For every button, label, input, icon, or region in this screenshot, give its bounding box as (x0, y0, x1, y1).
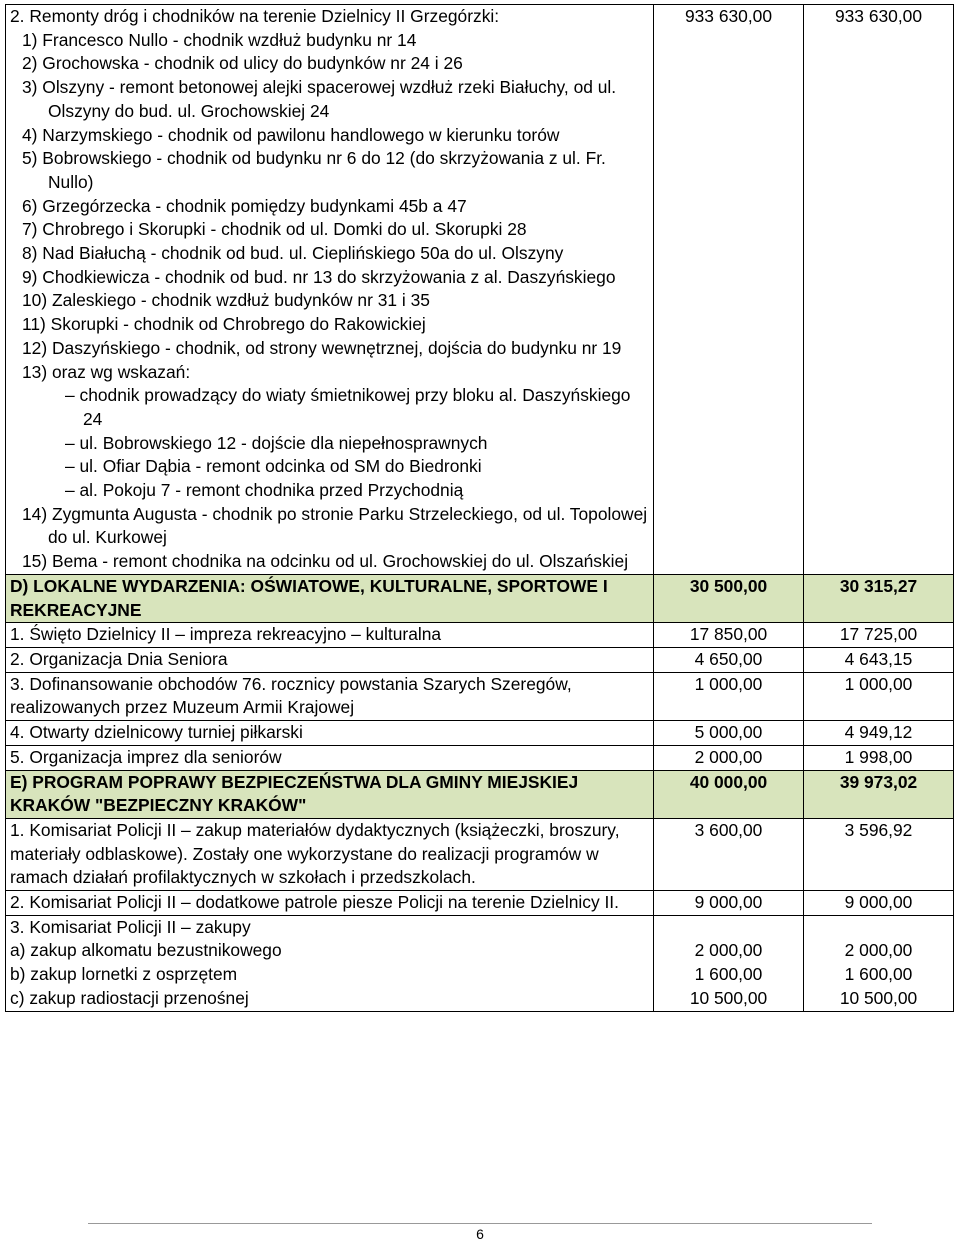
section-row (6, 770, 954, 818)
plan-amount: 1 600,00 (694, 964, 763, 985)
row-label: 1. Komisariat Policji II – zakup materiałów dydaktycznych (książeczki, broszury, materiały odblaskowe). Zostały one wykorzystane do realizacji programów w ramach działań profilaktycznych w szkołach i przedszkolach. (6, 818, 654, 890)
exec-amount: 17 725,00 (804, 623, 954, 648)
sub-item: b) zakup lornetki z osprzętem (10, 964, 238, 985)
exec-amount: 1 600,00 (844, 964, 913, 985)
row-label: 4. Otwarty dzielnicowy turniej piłkarski (6, 721, 654, 746)
row-title: 3. Komisariat Policji II – zakupy (10, 916, 251, 937)
dash-item: – al. Pokoju 7 - remont chodnika przed Przychodnią (65, 480, 464, 501)
sub-item: c) zakup radiostacji przenośnej (10, 987, 249, 1008)
table-row (6, 891, 954, 916)
exec-amount: 3 596,92 (804, 818, 954, 890)
dash-item: – chodnik prowadzący do wiaty śmietnikowej przy bloku al. Daszyńskiego 24 (65, 385, 631, 429)
list-item: 6) Grzegórzecka - chodnik pomiędzy budynkami 45b a 47 (22, 195, 467, 216)
plan-amount: 5 000,00 (654, 721, 804, 746)
list-item: 9) Chodkiewicza - chodnik od bud. nr 13 do skrzyżowania z al. Daszyńskiego (22, 266, 616, 287)
list-item: 10) Zaleskiego - chodnik wzdłuż budynków nr 31 i 35 (22, 290, 430, 311)
section-row (6, 574, 954, 622)
budget-table (5, 4, 954, 1012)
table-row (6, 672, 954, 720)
row-label: 3. Dofinansowanie obchodów 76. rocznicy powstania Szarych Szeregów, realizowanych przez Muzeum Armii Krajowej (6, 672, 654, 720)
plan-amount: 30 500,00 (654, 574, 804, 622)
dash-item: – ul. Ofiar Dąbia - remont odcinka od SM do Biedronki (65, 456, 482, 477)
section-title: E) PROGRAM POPRAWY BEZPIECZEŃSTWA DLA GMINY MIEJSKIEJ KRAKÓW "BEZPIECZNY KRAKÓW" (6, 770, 654, 818)
plan-amount: 40 000,00 (654, 770, 804, 818)
table-row (6, 818, 954, 890)
list-item: 3) Olszyny - remont betonowej alejki spacerowej wzdłuż rzeki Białuchy, od ul. Olszyny do bud. ul. Grochowskiej 24 (22, 77, 617, 121)
list-item: 4) Narzymskiego - chodnik od pawilonu handlowego w kierunku torów (22, 124, 560, 145)
exec-amount: 9 000,00 (804, 891, 954, 916)
table-row (6, 647, 954, 672)
row-label: 2. Organizacja Dnia Seniora (6, 647, 654, 672)
row-label (6, 915, 654, 1011)
table-row (6, 745, 954, 770)
row-label: 1. Święto Dzielnicy II – impreza rekreacyjno – kulturalna (6, 623, 654, 648)
list-item: 15) Bema - remont chodnika na odcinku od ul. Grochowskiej do ul. Olszańskiej (22, 551, 629, 572)
plan-amount: 4 650,00 (654, 647, 804, 672)
roads-cell (6, 5, 654, 575)
plan-amount: 2 000,00 (654, 745, 804, 770)
plan-amount: 17 850,00 (654, 623, 804, 648)
page-number: 6 (476, 1226, 484, 1242)
list-item: 1) Francesco Nullo - chodnik wzdłuż budynku nr 14 (22, 29, 417, 50)
list-item: 5) Bobrowskiego - chodnik od budynku nr 6 do 12 (do skrzyżowania z ul. Fr. Nullo) (22, 148, 606, 192)
plan-amount: 3 600,00 (654, 818, 804, 890)
roads-title: 2. Remonty dróg i chodników na terenie Dzielnicy II Grzegórzki: (10, 6, 500, 26)
exec-amounts (804, 915, 954, 1011)
table-row (6, 623, 954, 648)
list-item: 7) Chrobrego i Skorupki - chodnik od ul. Domki do ul. Skorupki 28 (22, 219, 527, 240)
list-item: 14) Zygmunta Augusta - chodnik po stronie Parku Strzeleckiego, od ul. Topolowej do ul. Kurkowej (22, 503, 648, 548)
plan-amount: 933 630,00 (654, 5, 804, 575)
plan-amounts (654, 915, 804, 1011)
plan-amount: 9 000,00 (654, 891, 804, 916)
dash-item: – ul. Bobrowskiego 12 - dojście dla niepełnosprawnych (65, 432, 488, 453)
table-row (6, 721, 954, 746)
plan-amount: 10 500,00 (689, 987, 768, 1008)
footer-divider (88, 1223, 872, 1224)
exec-amount: 1 000,00 (804, 672, 954, 720)
exec-amount: 1 998,00 (804, 745, 954, 770)
exec-amount: 933 630,00 (804, 5, 954, 575)
list-item: 2) Grochowska - chodnik od ulicy do budynków nr 24 i 26 (22, 53, 463, 74)
exec-amount: 4 643,15 (804, 647, 954, 672)
section-title: D) LOKALNE WYDARZENIA: OŚWIATOWE, KULTURALNE, SPORTOWE I REKREACYJNE (6, 574, 654, 622)
sub-item: a) zakup alkomatu bezustnikowego (10, 940, 282, 961)
list-item: 12) Daszyńskiego - chodnik, od strony wewnętrznej, dojścia do budynku nr 19 (22, 337, 622, 358)
table-row (6, 915, 954, 1011)
exec-amount: 30 315,27 (804, 574, 954, 622)
row-label: 5. Organizacja imprez dla seniorów (6, 745, 654, 770)
list-item: 11) Skorupki - chodnik od Chrobrego do Rakowickiej (22, 314, 426, 335)
exec-amount: 2 000,00 (844, 940, 913, 961)
plan-amount: 1 000,00 (654, 672, 804, 720)
row-label: 2. Komisariat Policji II – dodatkowe patrole piesze Policji na terenie Dzielnicy II. (6, 891, 654, 916)
list-item: 13) oraz wg wskazań: (22, 361, 191, 382)
exec-amount: 39 973,02 (804, 770, 954, 818)
list-item: 8) Nad Białuchą - chodnik od bud. ul. Cieplińskiego 50a do ul. Olszyny (22, 243, 564, 264)
page-footer (0, 1206, 960, 1247)
table-row (6, 5, 954, 575)
exec-amount: 10 500,00 (839, 987, 918, 1008)
exec-amount: 4 949,12 (804, 721, 954, 746)
plan-amount: 2 000,00 (694, 940, 763, 961)
